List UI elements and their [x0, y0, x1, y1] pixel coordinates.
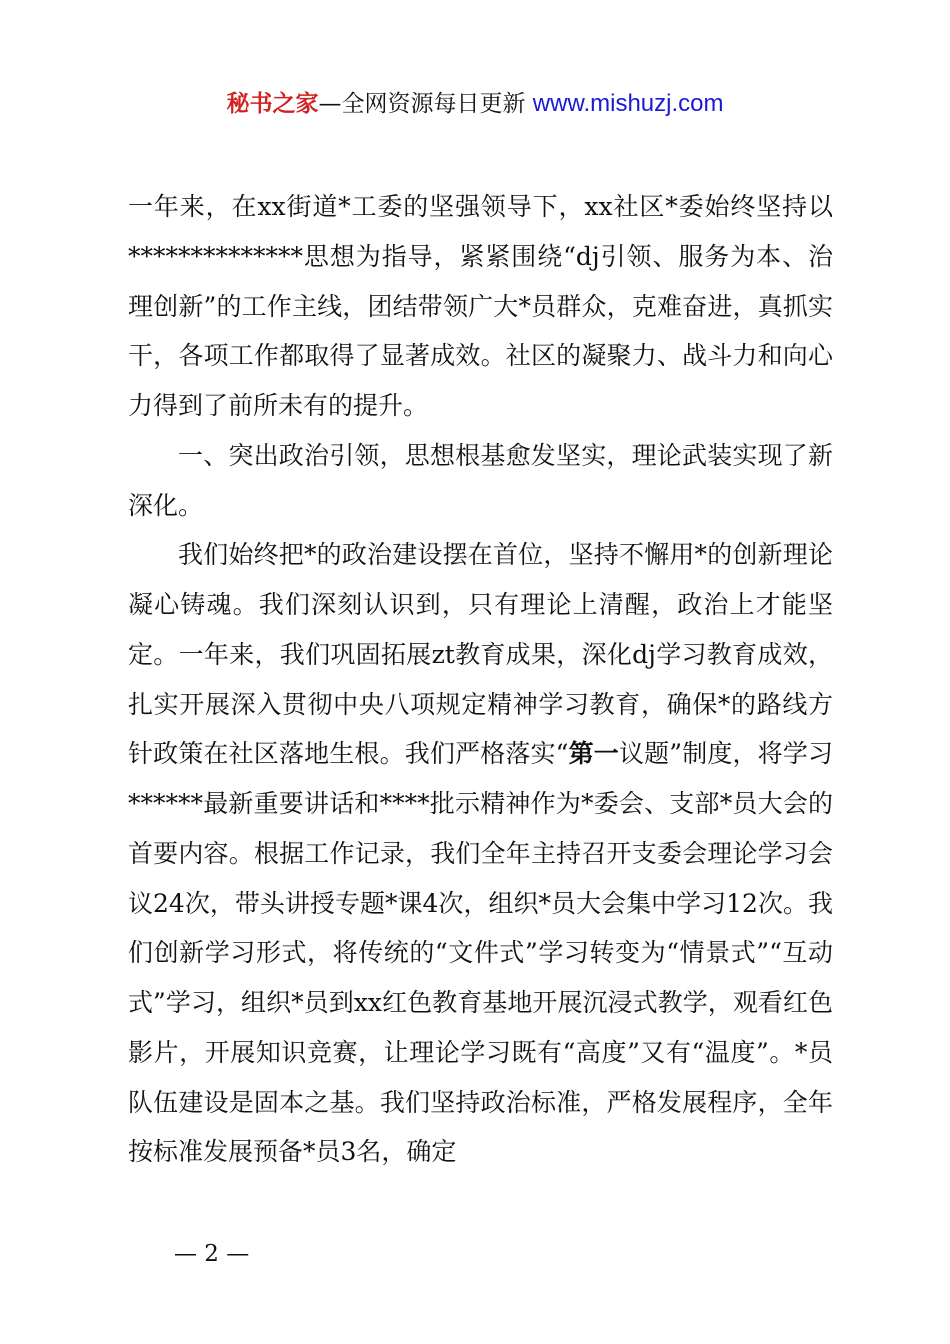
header-slogan: —全网资源每日更新: [318, 91, 526, 117]
document-body: [128, 182, 833, 1177]
intro-paragraph: 一年来，在xx街道*工委的坚强领导下，xx社区*委始终坚持以**************思想为指导，紧紧围绕“dj引领、服务为本、治理创新”的工作主线，团结带领广大*员群众，克难奋进，真抓实干，各项工作都取得了显著成效。社区的凝聚力、战斗力和向心力得到了前所未有的提升。: [128, 192, 833, 420]
bold-phrase: 第一: [568, 739, 619, 769]
section-heading: 一、突出政治引领，思想根基愈发坚实，理论武装实现了新深化。: [128, 440, 833, 520]
brand-name: 秘书之家: [226, 91, 319, 117]
paragraph-text-start: 我们始终把*的政治建设摆在首位，坚持不懈用*的创新理论凝心铸魂。我们深刻认识到，只有理论上清醒，政治上才能坚定。一年来，我们巩固拓展zt教育成果，深化dj学习教育成效，扎实开展深入贯彻中央八项规定精神学习教育，确保*的路线方针政策在社区落地生根。我们严格落实“: [128, 540, 833, 769]
site-url-link[interactable]: www.mishuzj.com: [532, 90, 724, 117]
body-paragraph: [128, 530, 833, 1177]
paragraph-text-end: 议题”制度，将学习******最新重要讲话和****批示精神作为*委会、支部*员大会的首要内容。根据工作记录，我们全年主持召开支委会理论学习会议24次，带头讲授专题*课4次，组织*员大会集中学习12次。我们创新学习形式，将传统的“文件式”学习转变为“情景式”“互动式”学习，组织*员到xx红色教育基地开展沉浸式教学，观看红色影片，开展知识竞赛，让理论学习既有“高度”又有“温度”。*员队伍建设是固本之基。我们坚持政治标准，严格发展程序，全年按标准发展预备*员3名，确定: [128, 739, 833, 1167]
page-number: — 2 —: [174, 1241, 250, 1267]
site-header: [0, 86, 950, 122]
